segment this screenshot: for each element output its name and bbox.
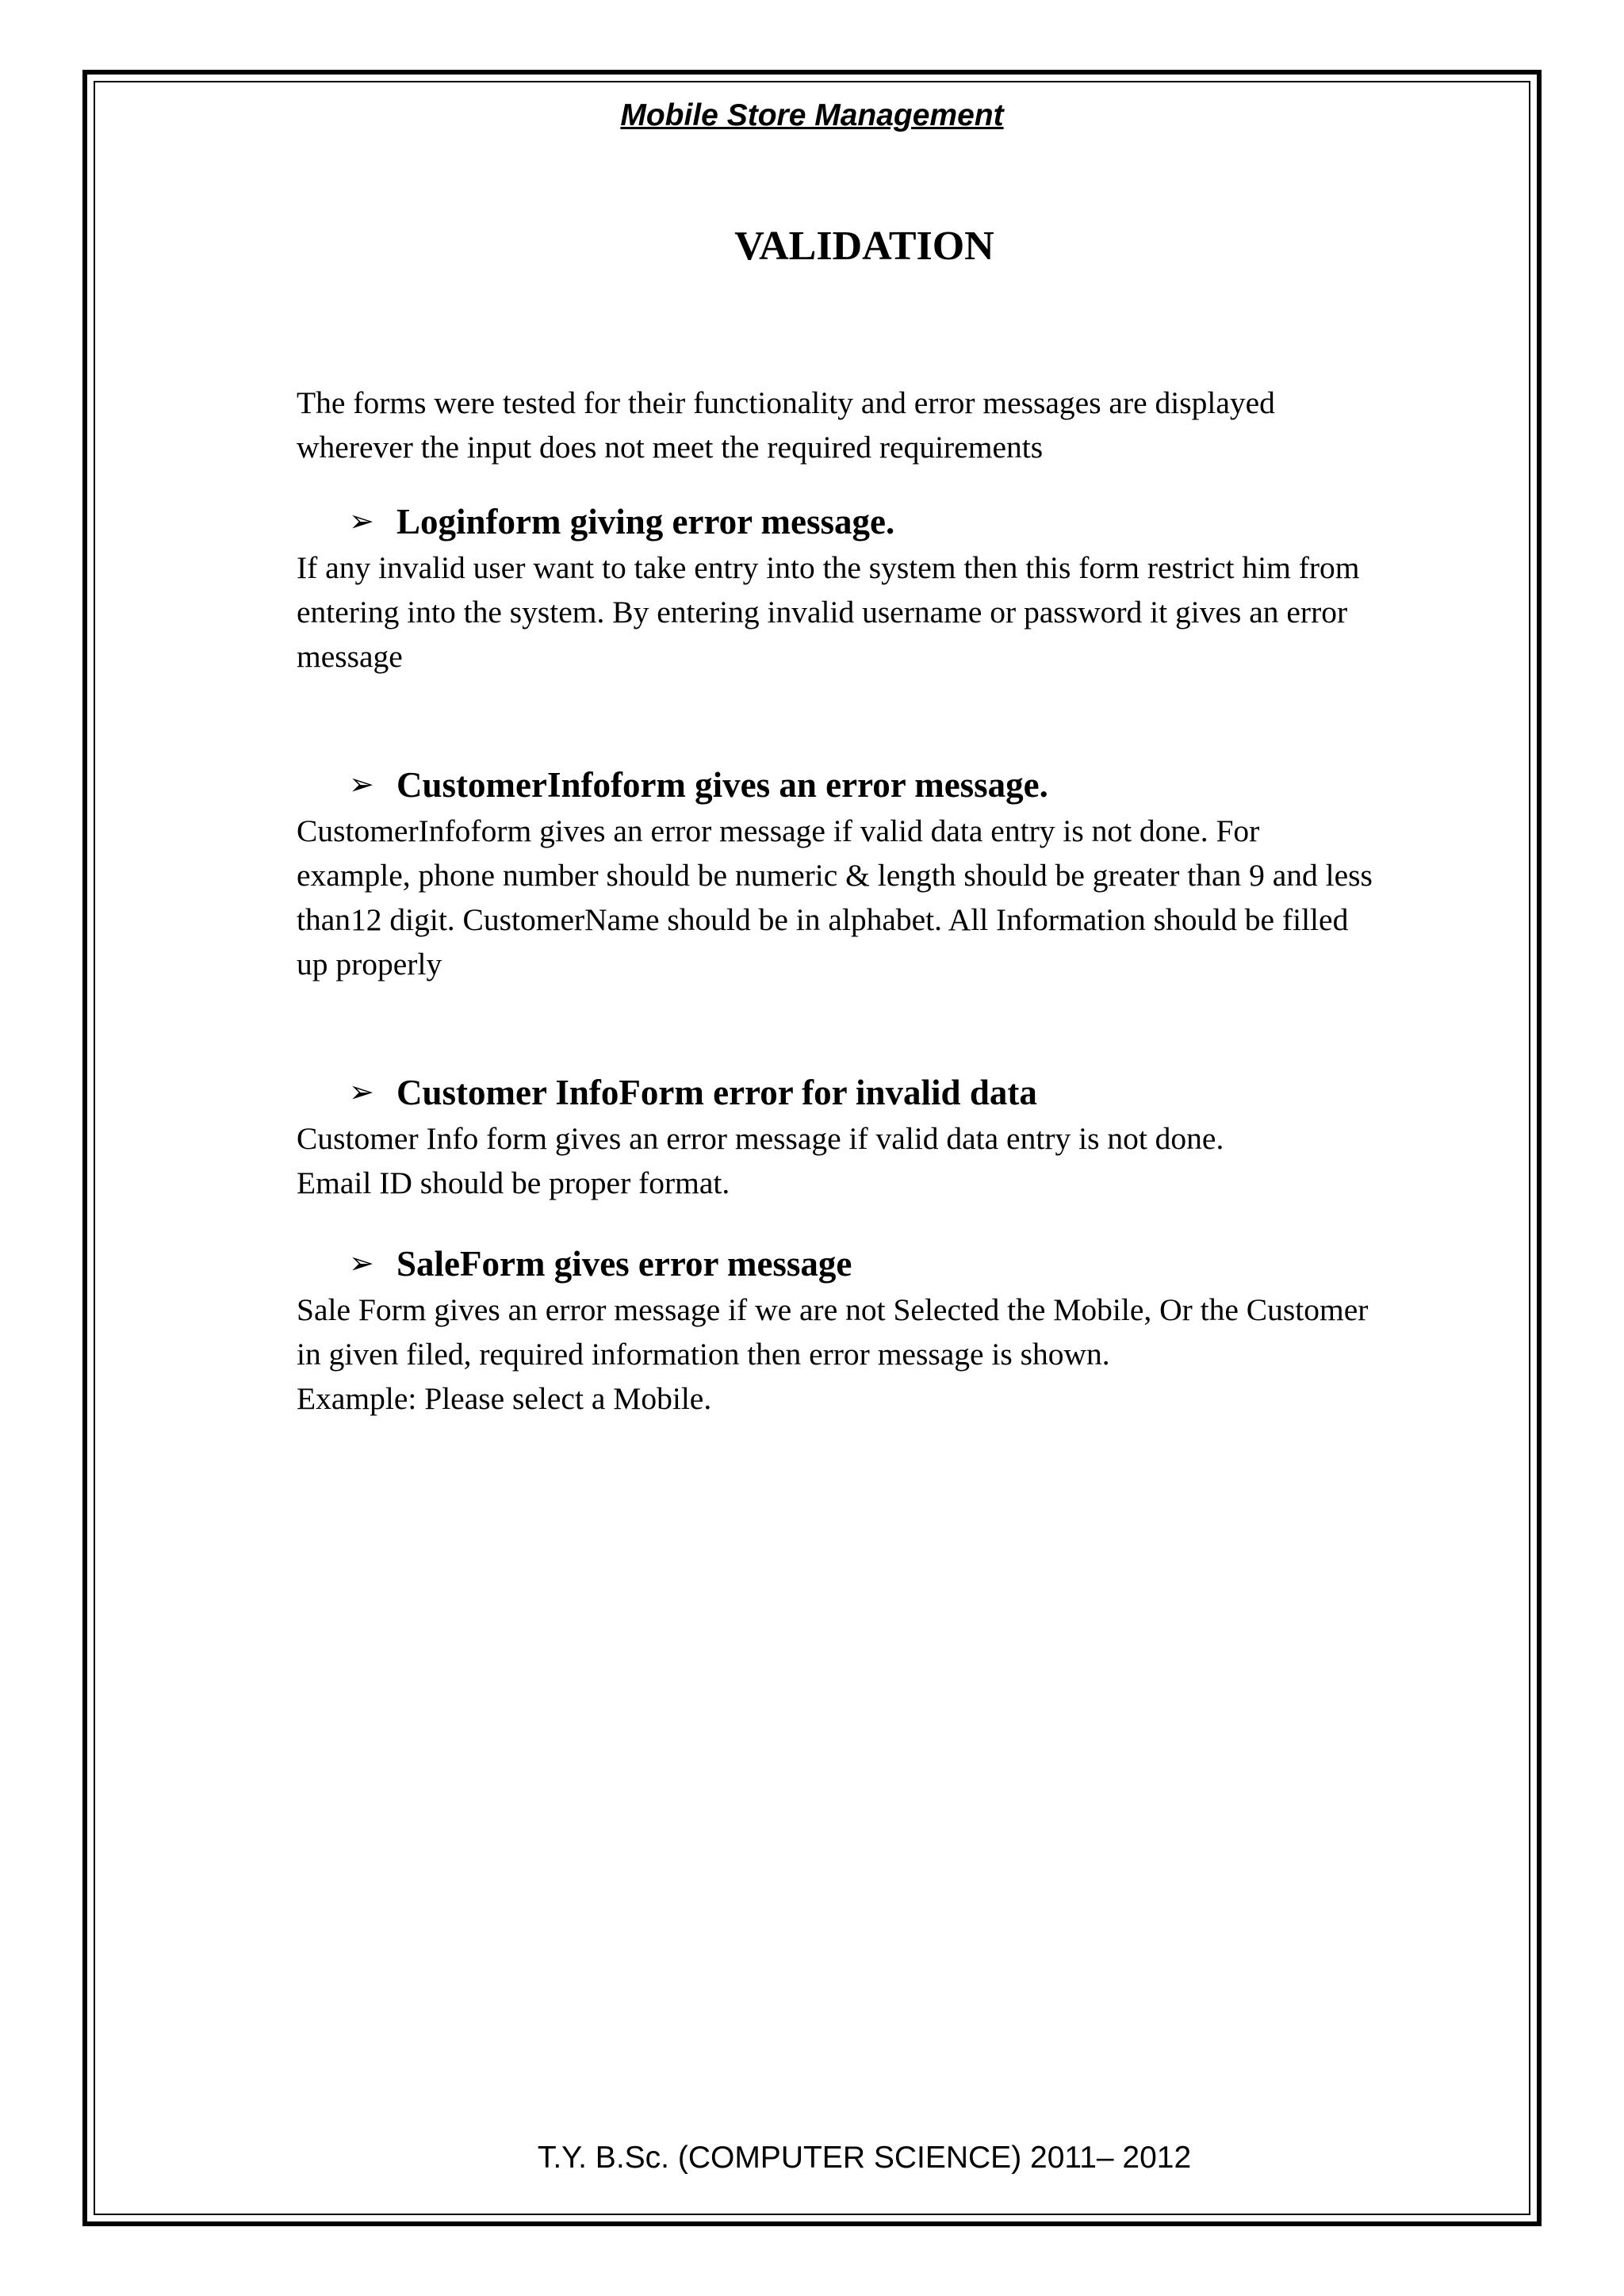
section-line: Example: Please select a Mobile. <box>297 1381 712 1416</box>
section-line: example, phone number should be numeric & length should be greater than 9 and less <box>297 858 1373 893</box>
arrow-bullet-icon: ➢ <box>349 768 374 802</box>
section-heading-text: SaleForm gives error message <box>396 1244 852 1284</box>
page-title: VALIDATION <box>734 224 994 269</box>
page-footer: T.Y. B.Sc. (COMPUTER SCIENCE) 2011– 2012 <box>537 2141 1192 2175</box>
section-heading-loginform <box>297 498 1438 545</box>
section-line: in given filed, required information then error message is shown. <box>297 1337 1110 1372</box>
running-header: Mobile Store Management <box>620 98 1004 132</box>
intro-line: The forms were tested for their functionality and error messages are displayed <box>297 385 1275 420</box>
section-heading-customerinfoform <box>297 761 1438 809</box>
section-heading-customer-infoform-invalid-data <box>297 1069 1438 1116</box>
document-body <box>297 381 1438 1421</box>
section-line: up properly <box>297 947 442 982</box>
section-body <box>297 545 1438 679</box>
section-body <box>297 1116 1438 1205</box>
section-heading-text: Loginform giving error message. <box>396 502 895 541</box>
section-line: If any invalid user want to take entry into the system then this form restrict him from <box>297 550 1360 585</box>
section-line: message <box>297 639 403 674</box>
arrow-bullet-icon: ➢ <box>349 1076 374 1109</box>
section-heading-text: Customer InfoForm error for invalid data <box>396 1073 1037 1112</box>
section-line: than12 digit. CustomerName should be in alphabet. All Information should be filled <box>297 902 1349 937</box>
intro-paragraph <box>297 381 1438 469</box>
section-body <box>297 809 1438 986</box>
intro-line: wherever the input does not meet the required requirements <box>297 430 1044 465</box>
section-line: Email ID should be proper format. <box>297 1165 730 1200</box>
section-body <box>297 1288 1438 1421</box>
section-line: entering into the system. By entering invalid username or password it gives an error <box>297 595 1348 629</box>
section-line: CustomerInfoform gives an error message if valid data entry is not done. For <box>297 813 1260 848</box>
arrow-bullet-icon: ➢ <box>349 505 374 538</box>
section-line: Customer Info form gives an error message if valid data entry is not done. <box>297 1121 1224 1156</box>
section-heading-saleform <box>297 1240 1438 1288</box>
section-heading-text: CustomerInfoform gives an error message. <box>396 765 1048 805</box>
section-line: Sale Form gives an error message if we are not Selected the Mobile, Or the Customer <box>297 1292 1369 1327</box>
arrow-bullet-icon: ➢ <box>349 1247 374 1280</box>
